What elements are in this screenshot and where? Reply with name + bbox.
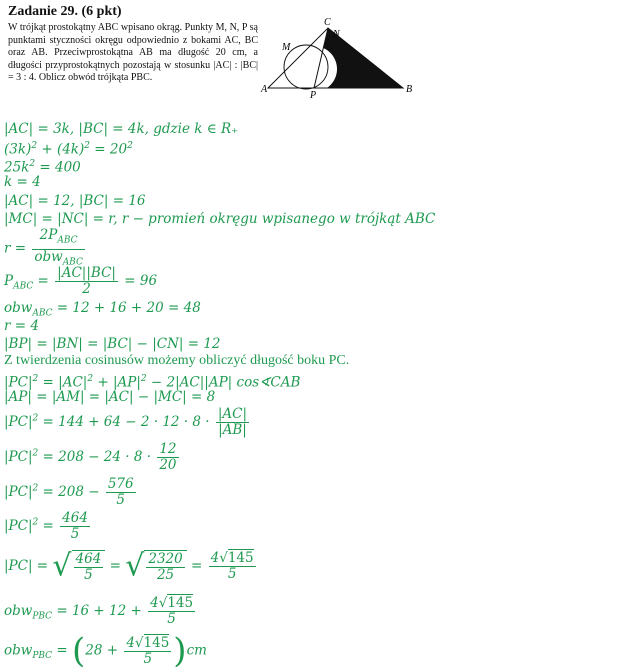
sol-line-5: |AC| = 12, |BC| = 16 [4,193,146,209]
sol-line-6: |MC| = |NC| = r, r − promień okręgu wpisanego w trójkąt ABC [4,211,436,227]
perimeter-pbc-final: obw$_{PBC}$ = (28 + $\frac{4√145}{5}$ )cm [4,631,207,671]
calc-pc-1: $|PC|^2 = 144 + 64 - 2 \cdot 12 \cdot 8$ · $\frac{|AC|}{|AB|}$ [4,406,248,438]
formula-r: r = $\frac{2P_{ABC}}{obw_{ABC}}$ [4,227,83,268]
calc-pc-2: $|PC|^2 = 208 - 24 \cdot 8$ · $\frac{12}{20}$ [4,441,177,473]
sol-ap: |AP| = |AM| = |AC| − |MC| = 8 [4,389,216,405]
label-c: C [324,17,331,28]
label-a: A [261,84,268,95]
problem-statement [8,4,258,85]
formula-perimeter-abc: obw$_{ABC}$ = 12 + 16 + 20 = 48 [4,300,201,319]
triangle-pbc-shaded [314,28,403,88]
sol-line-8: |BP| = |BN| = |BC| − |CN| = 12 [4,336,221,352]
problem-title: Zadanie 29. (6 pkt) [8,4,122,19]
perimeter-pbc-1: obw$_{PBC}$ = 16 + 12 + $\frac{4√145}{5}$ [4,595,194,627]
sol-line-2: $(3k)^2 + (4k)^2 = 20^2$ [4,141,133,158]
label-b: B [406,84,413,95]
calc-pc-4: $|PC|^2$ = $\frac{464}{5}$ [4,510,88,542]
label-n: N [333,29,340,40]
cosine-law: $|PC|^2 = |AC|^2 + |AP|^2 - 2|AC||AP|$ cos∢CAB [4,374,301,391]
formula-area: $P_{ABC}$ = $\frac{|AC||BC|}{2}$ = 96 [4,265,158,297]
sol-line-1: |AC| = 3k, |BC| = 4k, gdzie k ∈ R₊ [4,121,239,137]
calc-pc-3: $|PC|^2 = 208$ − $\frac{576}{5}$ [4,476,134,508]
calc-pc-result: |PC| = √ $\frac{464}{5}$ = √ $\frac{2320}{25}$ = $\frac{4√145}{5}$ [4,548,254,584]
problem-text: W trójkąt prostokątny ABC wpisano okrąg. Punkty M, N, P są punktami styczności okręgu odpowiednio z bokami AC, BC oraz AB. Przeciwprostokątna AB ma długość 20 cm, a długości przyprostokątnych pozostają w stosunku |AC| : |BC| = 3 : 4. Oblicz obwód trójkąta PBC. [8,22,258,83]
sol-line-7: r = 4 [4,318,39,334]
sol-line-4: k = 4 [4,174,41,190]
inscribed-circle [284,45,328,89]
sol-line-3: $25k^2 = 400$ [4,159,81,176]
label-m: M [282,42,291,53]
cosine-note: Z twierdzenia cosinusów możemy obliczyć długość boku PC. [4,353,350,368]
triangle-figure [258,14,418,98]
label-p: P [310,90,317,98]
